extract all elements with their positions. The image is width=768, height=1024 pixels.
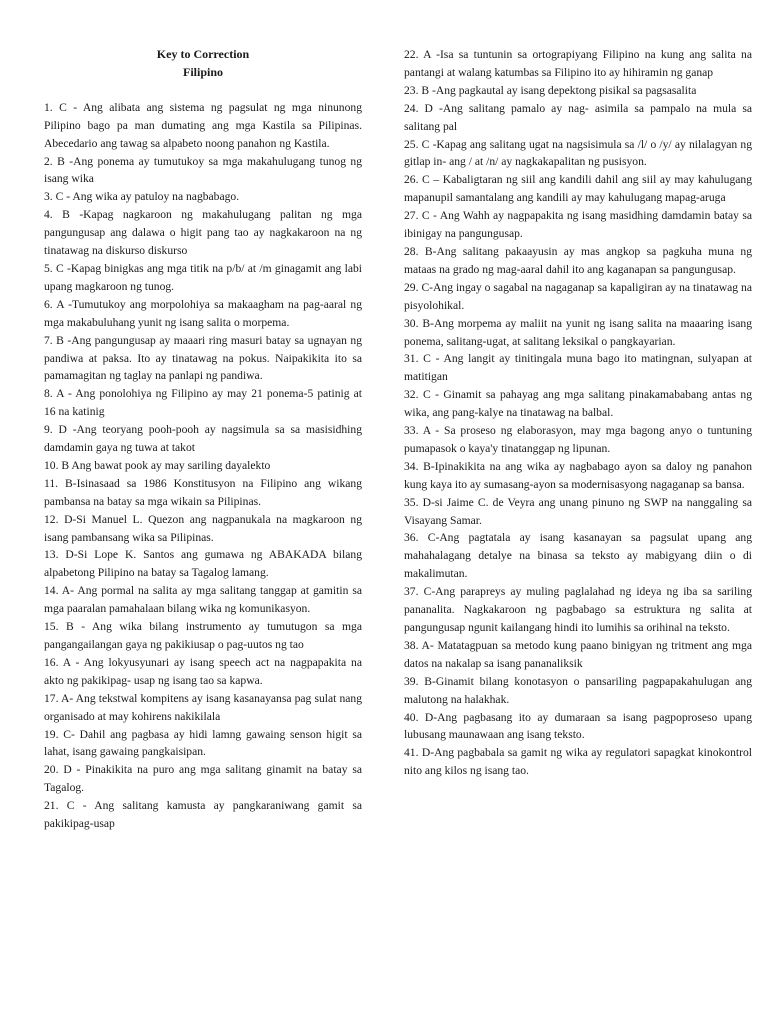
answer-item-27: 27. C - Ang Wahh ay nagpapakita ng isang masidhing damdamin batay sa ibinigay na pangungusap.	[404, 209, 752, 241]
answer-item-4: 4. B -Kapag nagkaroon ng makahulugang palitan ng mga pangungusap ang dalawa o higit pang tao ay nagkakaroon na ng tinatawag na diskurso diskurso	[44, 208, 362, 258]
header-gap	[44, 82, 362, 99]
answer-item-23: 23. B -Ang pagkautal ay isang depektong pisikal sa pagsasalita	[404, 83, 697, 97]
answer-item-1: 1. C - Ang alibata ang sistema ng pagsulat ng mga ninunong Pilipino bago pa man dumating ang mga Kastila sa Pilipinas. Abecedario ang tawag sa alpabeto noong panahon ng Kastila.	[44, 100, 362, 150]
answer-item-30: 30. B-Ang morpema ay maliit na yunit ng isang salita na maaaring isang ponema, salitang-ugat, at salitang leksikal o pangkayarian.	[404, 316, 752, 348]
answer-item-6: 6. A -Tumutukoy ang morpolohiya sa makaagham na pag-aaral ng mga makabuluhang yunit ng isang salita o morpema.	[44, 297, 362, 329]
answer-item-5: 5. C -Kapag binigkas ang mga titik na p/b/ at /m ginagamit ang labi upang magkaroon ng tunog.	[44, 261, 362, 293]
answer-item-22: 22. A -Isa sa tuntunin sa ortograpiyang Filipino na kung ang salita na pantangi at walang katumbas sa Filipino ito ay hihiramin ng ganap	[404, 48, 752, 79]
right-column	[404, 46, 752, 780]
answer-item-40: 40. D-Ang pagbasang ito ay dumaraan sa isang pagpoproseso upang lubusang maunawaan ang isang teksto.	[404, 710, 752, 742]
answer-item-36: 36. C-Ang pagtatala ay isang kasanayan sa pagsulat upang ang mahahalagang detalye na binasa sa teksto ay mabigyang diin o di makalimutan.	[404, 531, 752, 581]
answer-item-3: 3. C - Ang wika ay patuloy na nagbabago.	[44, 190, 240, 204]
document-title: Key to Correction	[156, 47, 250, 61]
answer-item-13: 13. D-Si Lope K. Santos ang gumawa ng ABAKADA bilang alpabetong Pilipino na batay sa Tagalog lamang.	[44, 548, 362, 580]
answer-item-21: 21. C - Ang salitang kamusta ay pangkaraniwang gamit sa pakikipag-usap	[44, 799, 362, 831]
answer-item-15: 15. B - Ang wika bilang instrumento ay tumutugon sa mga pangangailangan gaya ng pakikiusap o pag-uutos ng tao	[44, 620, 362, 651]
answer-item-11: 11. B-Isinasaad sa 1986 Konstitusyon na Filipino ang wikang pambansa na batay sa mga wikain sa Pilipinas.	[44, 476, 362, 508]
answer-item-26: 26. C – Kabaligtaran ng siil ang kandili dahil ang siil ay may kahulugang mapanupil samantalang ang kandili ay may kahulugang mapag-aruga	[404, 173, 752, 205]
answer-item-38: 38. A- Matatagpuan sa metodo kung paano binigyan ng tritment ang mga datos na nakalap sa isang pananaliksik	[404, 638, 752, 670]
answer-item-16: 16. A - Ang lokyusyunari ay isang speech act na nagpapakita na akto ng pakikipag- usap ng isang tao sa kapwa.	[44, 655, 362, 687]
left-column	[44, 46, 362, 833]
answer-item-2: 2. B -Ang ponema ay tumutukoy sa mga makahulugang tunog ng isang wika	[44, 154, 362, 186]
subject-title: Filipino	[182, 64, 223, 79]
answer-item-24: 24. D -Ang salitang pamalo ay nag- asimila sa pampalo na mula sa salitang pal	[404, 101, 752, 133]
answer-item-14: 14. A- Ang pormal na salita ay mga salitang tanggap at gamitin sa mga paaralan pamahalaan bilang wika ng komunikasyon.	[44, 584, 362, 616]
answer-item-35: 35. D-si Jaime C. de Veyra ang unang pinuno ng SWP na nanggaling sa Visayang Samar.	[404, 495, 752, 527]
answer-item-39: 39. B-Ginamit bilang konotasyon o pansariling pagpapakahulugan ang malutong na halakhak.	[404, 674, 752, 706]
answer-item-10: 10. B Ang bawat pook ay may sariling dayalekto	[44, 458, 271, 472]
answer-item-20: 20. D - Pinakikita na puro ang mga salitang ginamit na batay sa Tagalog.	[44, 763, 362, 795]
answer-item-31: 31. C - Ang langit ay tinitingala muna bago ito matingnan, sulyapan at matitigan	[404, 352, 752, 384]
answer-item-41: 41. D-Ang pagbabala sa gamit ng wika ay regulatori sapagkat kinokontrol nito ang kilos ng isang tao.	[404, 746, 752, 778]
answer-item-32: 32. C - Ginamit sa pahayag ang mga salitang pinakamababang antas ng wika, ang pang-kalye na tinatawag na balbal.	[404, 388, 752, 420]
answer-item-33: 33. A - Sa proseso ng elaborasyon, may mga bagong anyo o tuntuning pumapasok o kaya'y tinatanggap ng lipunan.	[404, 424, 752, 455]
answer-item-8: 8. A - Ang ponolohiya ng Filipino ay may 21 ponema-5 patinig at 16 na katinig	[44, 387, 362, 419]
answer-item-25: 25. C -Kapag ang salitang ugat na nagsisimula sa /l/ o /y/ ay nilalagyan ng gitlap in- ang / at /n/ ay nagkakapalitan ng pusisyon.	[404, 137, 752, 169]
answer-item-34: 34. B-Ipinakikita na ang wika ay nagbabago ayon sa daloy ng panahon kung kaya ito ay sumasang-ayon sa modernisasyong nagaganap sa bansa.	[404, 459, 752, 491]
answer-item-37: 37. C-Ang parapreys ay muling paglalahad ng ideya ng iba sa sariling pananalita. Nagkakaroon ng pagbabago sa estruktura ng salita at pangungusap ngunit kailangang hindi ito lumihis sa orihinal na teksto.	[404, 585, 752, 634]
answer-item-12: 12. D-Si Manuel L. Quezon ang nagpanukala na magkaroon ng isang pambansang wika sa Pilipinas.	[44, 512, 362, 544]
answer-item-7: 7. B -Ang pangungusap ay maaari ring masuri batay sa ugnayan ng pandiwa at paksa. Ito ay tinatawag na pokus. Naipakikita ito sa pamamagitan ng taglay na panlapi ng pandiwa.	[44, 333, 362, 383]
answer-item-17: 17. A- Ang tekstwal kompitens ay isang kasanayansa pag sulat nang organisado at may kohirens nakikilala	[44, 691, 362, 723]
answer-item-29: 29. C-Ang ingay o sagabal na nagaganap sa kapaligiran ay na tinatawag na pisyolohikal.	[404, 280, 752, 312]
answer-item-9: 9. D -Ang teoryang pooh-pooh ay nagsimula sa sa masisidhing damdamin gaya ng tuwa at takot	[44, 423, 362, 455]
answer-item-28: 28. B-Ang salitang pakaayusin ay mas angkop sa pagkuha muna ng mataas na grado ng mag-aaral dahil ito ang kaganapan sa pangungusap.	[404, 244, 752, 276]
answer-item-19: 19. C- Dahil ang pagbasa ay hidi lamng gawaing senson higit sa lahat, isang gawaing pangkaisipan.	[44, 727, 362, 759]
